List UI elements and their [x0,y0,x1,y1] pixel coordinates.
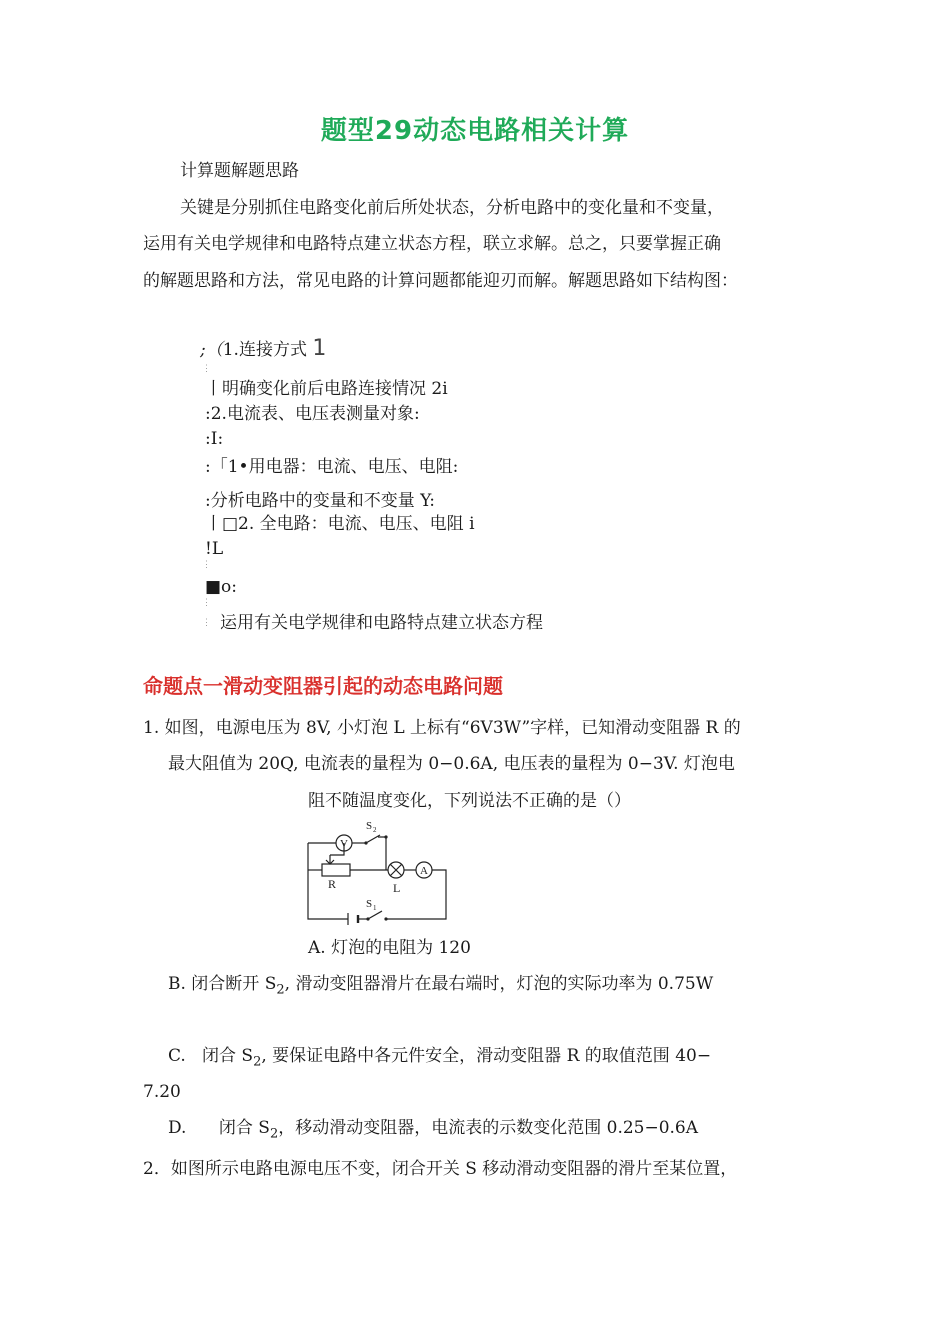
intro-line-2: 运用有关电学规律和电路特点建立状态方程，联立求解。总之，只要掌握正确 [143,234,721,254]
switch2-label-sub: 2 [373,826,377,834]
q1-option-c-label: C. [168,1046,186,1066]
rheostat-body [322,864,350,876]
structure-dots-2: ⋮ [202,560,211,570]
q1-option-c [168,1045,711,1073]
circuit-diagram [300,815,460,925]
page-title: 题型29动态电路相关计算 [320,116,630,146]
q1-option-d [168,1117,698,1145]
q1-line-1: 1. 如图，电源电压为 8V, 小灯泡 L 上标有“6V3W”字样，已知滑动变阻器 R 的 [143,718,741,738]
structure-line-3: :2.电流表、电压表测量对象: [205,404,420,424]
structure-l1-prefix: ;（ [200,340,223,360]
structure-line-5: :「1•用电器：电流、电压、电阻: [205,457,459,477]
structure-dots-4: ⋮ [202,618,211,628]
switch1-blade [368,911,382,919]
structure-line-1 [200,338,326,361]
ammeter-label: A [420,865,428,877]
switch1-label: S [366,898,373,910]
q2-line-1: 2．如图所示电路电源电压不变，闭合开关 S 移动滑动变阻器的滑片至某位置， [143,1159,738,1179]
structure-line-6: :分析电路中的变量和不变量 Y: [205,491,435,511]
structure-line-9: ■o: [205,577,238,597]
structure-dots-3: ⋮ [202,598,211,608]
q1-option-d-sub: 2 [269,1126,279,1142]
structure-dots-1: ⋮ [202,364,211,374]
q1-option-a: A. 灯泡的电阻为 120 [308,938,471,958]
structure-l1-num: 1 [312,336,327,361]
q1-option-b [168,973,713,1001]
q1-option-c-post: , 要保证电路中各元件安全，滑动变阻器 R 的取值范围 40− [261,1046,712,1066]
q1-line-3: 阻不随温度变化，下列说法不正确的是（） [308,791,631,811]
q1-option-c-sub: 2 [253,1054,262,1070]
structure-line-2: 丨明确变化前后电路连接情况 2i [205,379,448,399]
switch2-label: S [366,820,373,832]
lamp-label: L [393,881,401,895]
q1-option-c-pre: 闭合 S [202,1046,254,1066]
structure-l1-text: 1.连接方式 [222,340,307,360]
q1-option-d-post: ，移动滑动变阻器，电流表的示数变化范围 0.25−0.6A [278,1118,699,1138]
q1-option-d-pre: 闭合 S [218,1118,270,1138]
intro-heading: 计算题解题思路 [180,161,299,181]
voltmeter-label: V [340,838,348,850]
structure-line-10: 运用有关电学规律和电路特点建立状态方程 [220,613,543,633]
wire-switch2-down [378,837,386,870]
switch2-blade [366,835,380,843]
q1-option-b-pre: B. 闭合断开 S [168,974,277,994]
q1-option-b-sub: 2 [276,982,285,998]
structure-line-8: !L [205,539,224,559]
switch1-label-sub: 1 [373,904,377,912]
intro-line-1: 关键是分别抓住电路变化前后所处状态，分析电路中的变化量和不变量， [180,198,724,218]
q1-option-c-cont: 7.20 [143,1082,181,1102]
structure-line-7: 丨□2. 全电路：电流、电压、电阻 i [205,514,475,534]
q1-line-2: 最大阻值为 20Q, 电流表的量程为 0−0.6A, 电压表的量程为 0−3V. 灯泡电 [168,754,735,774]
section-title: 命题点一滑动变阻器引起的动态电路问题 [143,674,503,698]
intro-line-3: 的解题思路和方法，常见电路的计算问题都能迎刃而解。解题思路如下结构图： [143,271,738,291]
q1-option-b-post: , 滑动变阻器滑片在最右端时，灯泡的实际功率为 0.75W [284,974,714,994]
q1-option-d-label: D. [168,1118,187,1138]
structure-line-4: :I: [205,429,224,449]
resistor-label: R [328,877,337,891]
lamp-cross [390,864,402,876]
